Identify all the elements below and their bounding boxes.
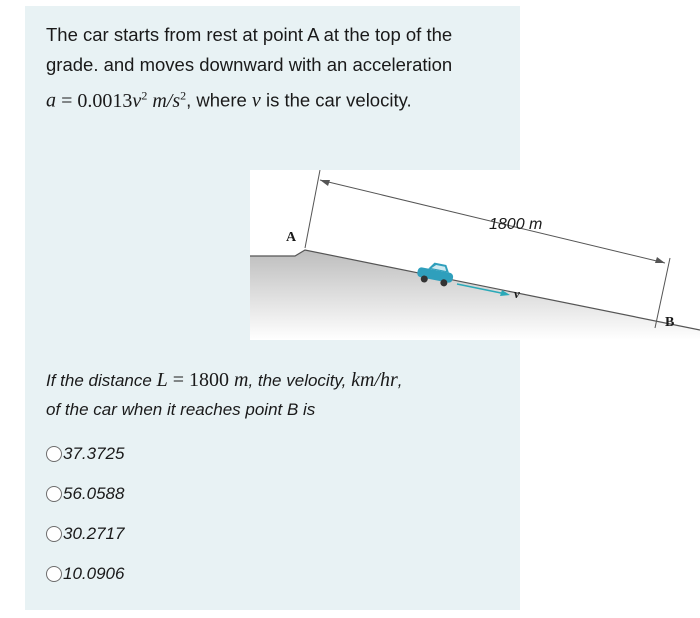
radio-button[interactable] <box>46 526 62 542</box>
radio-button[interactable] <box>46 486 62 502</box>
option-4[interactable] <box>46 562 124 586</box>
eq-tail-var: v <box>251 89 261 112</box>
option-label: 30.2717 <box>63 524 125 543</box>
prompt-unit: m <box>233 369 249 391</box>
option-3[interactable] <box>46 522 124 546</box>
prompt-post: , the velocity, <box>248 371 352 390</box>
dim-arrow-right <box>655 257 665 263</box>
distance-label: 1800 m <box>489 216 543 233</box>
eq-var: v <box>132 89 142 112</box>
prompt-pre: If the distance <box>46 371 157 390</box>
slope-diagram <box>250 170 700 340</box>
extension-line-a <box>305 170 320 248</box>
velocity-label: v <box>514 286 520 301</box>
prompt-text <box>46 366 506 424</box>
eq-units: m/s <box>152 89 181 112</box>
question-line-2: grade. and moves downward with an acceleration <box>46 54 453 75</box>
prompt-L: L <box>156 369 168 391</box>
point-a-label: A <box>286 230 297 245</box>
ground-fill <box>250 250 700 340</box>
option-label: 56.0588 <box>63 484 125 503</box>
option-label: 10.0906 <box>63 564 125 583</box>
prompt-line-1 <box>46 366 506 395</box>
eq-tail-b: is the car velocity. <box>260 89 412 111</box>
eq-tail-a: , where <box>186 89 252 111</box>
eq-lhs: a <box>46 89 56 112</box>
prompt-line-2: of the car when it reaches point B is <box>46 400 316 419</box>
eq-rhs: = 0.0013 <box>61 89 133 112</box>
point-b-label: B <box>665 315 675 330</box>
question-text <box>46 20 506 116</box>
radio-button[interactable] <box>46 446 62 462</box>
question-line-1: The car starts from rest at point A at the top of the <box>46 24 453 45</box>
option-1[interactable] <box>46 442 124 466</box>
eq-units-exp: 2 <box>180 88 187 102</box>
acceleration-equation <box>46 80 506 116</box>
dim-arrow-left <box>320 180 330 186</box>
slope-figure <box>250 170 700 340</box>
radio-button[interactable] <box>46 566 62 582</box>
prompt-eq: = <box>167 369 189 391</box>
eq-exp: 2 <box>141 88 148 102</box>
option-2[interactable] <box>46 482 124 506</box>
prompt-value: 1800 <box>188 369 234 391</box>
option-label: 37.3725 <box>63 444 125 463</box>
prompt-post2: , <box>397 371 403 390</box>
prompt-vunit: km/hr <box>351 369 398 391</box>
